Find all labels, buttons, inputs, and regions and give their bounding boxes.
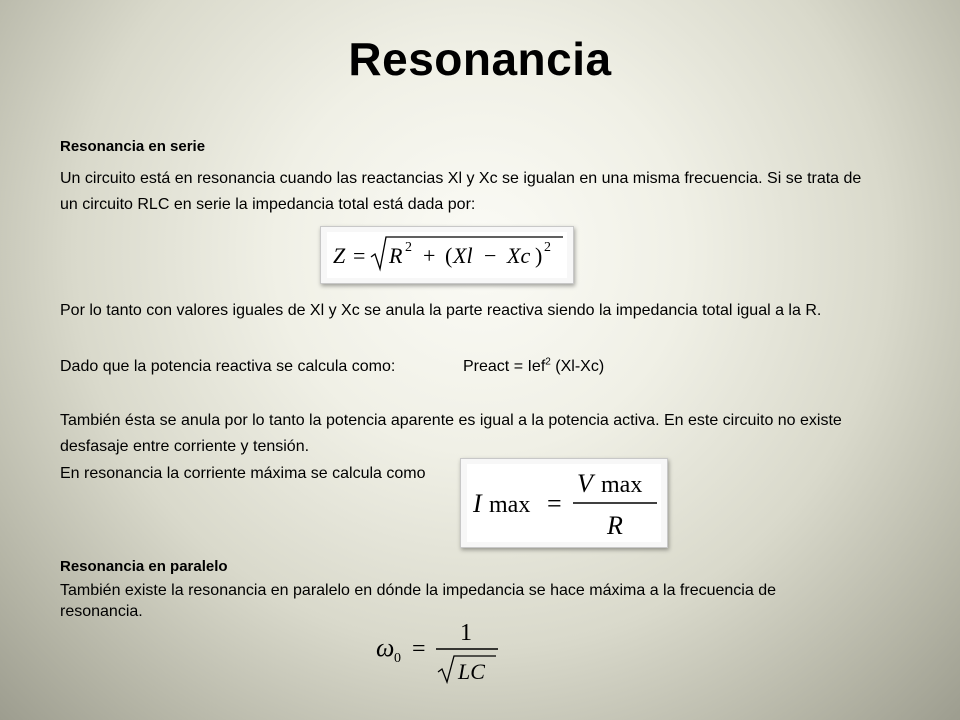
formula-plus: + <box>423 243 436 268</box>
formula-paren-square: 2 <box>544 240 551 255</box>
reactive-power-prefix: Preact = Ief <box>463 358 546 375</box>
impedance-formula-graphic <box>327 232 567 278</box>
serie-paragraph-1-line-1: Un circuito está en resonancia cuando las reactancias Xl y Xc se igualan en una misma frecuencia. Si se trata de <box>60 170 862 187</box>
serie-paragraph-5: En resonancia la corriente máxima se calcula como <box>60 465 426 482</box>
omega-formula <box>372 616 512 688</box>
formula-xl: Xl <box>453 243 473 268</box>
formula-minus: − <box>484 243 497 268</box>
formula-omega: ω <box>376 633 395 662</box>
formula-imax-equals: = <box>547 489 562 518</box>
formula-omega-equals: = <box>412 636 426 662</box>
formula-xc: Xc <box>507 243 531 268</box>
formula-paren-close: ) <box>535 243 543 268</box>
formula-z: Z <box>333 243 346 268</box>
serie-paragraph-4-line-2: desfasaje entre corriente y tensión. <box>60 438 310 455</box>
formula-r-square: 2 <box>405 240 412 255</box>
serie-paragraph-1-line-2: un circuito RLC en serie la impedancia total está dada por: <box>60 196 476 213</box>
formula-paren-open: ( <box>445 243 453 268</box>
formula-i-max: max <box>489 492 531 518</box>
formula-lc: LC <box>458 659 485 684</box>
serie-paragraph-2: Por lo tanto con valores iguales de Xl y Xc se anula la parte reactiva siendo la impedancia total igual a la R. <box>60 302 822 319</box>
reactive-power-suffix: (Xl-Xc) <box>550 358 605 375</box>
formula-i: I <box>473 489 482 518</box>
serie-paragraph-3-text: Dado que la potencia reactiva se calcula como: <box>60 358 396 375</box>
formula-v: V <box>577 469 593 498</box>
formula-r: R <box>389 243 403 268</box>
reactive-power-square: 2 <box>545 356 551 368</box>
heading-resonancia-serie: Resonancia en serie <box>60 138 206 155</box>
imax-formula-graphic <box>467 464 661 542</box>
formula-one: 1 <box>460 620 472 646</box>
slide-title: Resonancia <box>348 33 612 85</box>
formula-equals: = <box>353 243 366 268</box>
formula-r-denominator: R <box>607 511 623 540</box>
formula-omega-subscript: 0 <box>394 651 401 666</box>
paralelo-paragraph-1: También existe la resonancia en paralelo en dónde la impedancia se hace máxima a la frecuencia de resonancia. <box>60 582 776 620</box>
formula-v-max: max <box>601 472 643 498</box>
imax-formula <box>460 458 668 548</box>
heading-resonancia-paralelo: Resonancia en paralelo <box>60 558 228 575</box>
reactive-power-formula <box>463 354 604 380</box>
impedance-formula <box>320 226 574 284</box>
serie-paragraph-4-line-1: También ésta se anula por lo tanto la potencia aparente es igual a la potencia activa. En este circuito no existe <box>60 412 842 429</box>
